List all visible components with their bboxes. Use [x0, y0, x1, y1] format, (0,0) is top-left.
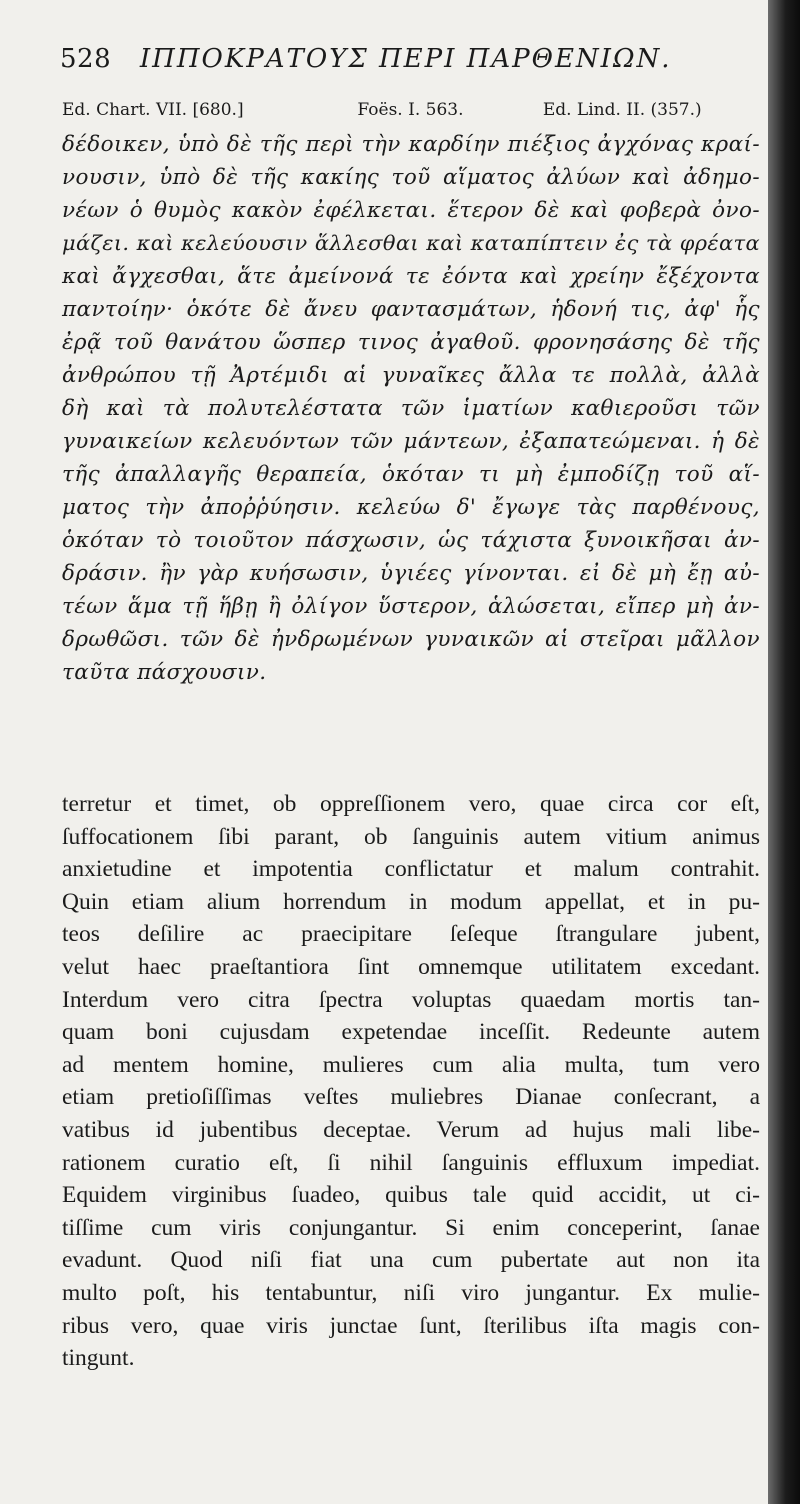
latin-line: tiſſime cum viris conjungantur. Si enim conceperint, ſanae: [62, 1214, 760, 1241]
greek-line: νουσιν, ὑπὸ δὲ τῆς κακίης τοῦ αἵματος ἀλύων καὶ ἀδημο-: [62, 165, 760, 190]
greek-line: μάζει. καὶ κελεύουσιν ἅλλεσθαι καὶ καταπίπτειν ἐς τὰ φρέατα: [62, 231, 760, 255]
latin-line: ad mentem homine, mulieres cum alia multa, tum vero: [62, 1051, 760, 1078]
edition-references: [62, 100, 762, 120]
greek-line: δὴ καὶ τὰ πολυτελέστατα τῶν ἱματίων καθιεροῦσι τῶν: [62, 396, 760, 421]
book-spine-shadow: [768, 0, 800, 1504]
greek-line: ἐρᾷ τοῦ θανάτου ὥσπερ τινος ἀγαθοῦ. φρονησάσης δὲ τῆς: [62, 330, 760, 355]
greek-line: καὶ ἄγχεσθαι, ἅτε ἀμείνονά τε ἐόντα καὶ χρείην ἔξέχοντα: [62, 264, 760, 289]
greek-line: δέδοικεν, ὑπὸ δὲ τῆς περὶ τὴν καρδίην πιέξιος ἀγχόνας κραί-: [62, 132, 760, 157]
ref-chart: Ed. Chart. VII. [680.]: [62, 100, 244, 120]
latin-line: anxietudine et impotentia conflictatur et malum contrahit.: [62, 856, 760, 883]
latin-line: ribus vero, quae viris junctae ſunt, ſterilibus iſta magis con-: [62, 1312, 760, 1339]
latin-line: Interdum vero citra ſpectra voluptas quaedam mortis tan-: [62, 986, 760, 1013]
latin-line: quam boni cujusdam expetendae inceſſit. Redeunte autem: [62, 1019, 760, 1046]
greek-line: δρωθῶσι. τῶν δὲ ἠνδρωμένων γυναικῶν αἱ στεῖραι μᾶλλον: [62, 627, 760, 652]
latin-line: velut haec praeſtantiora ſint omnemque utilitatem excedant.: [62, 953, 760, 980]
running-title: ΙΠΠΟΚΡΑΤΟΥΣ ΠΕΡΙ ΠΑΡΘΕΝΙΩΝ.: [139, 44, 672, 74]
latin-line: Quin etiam alium horrendum in modum appellat, et in pu-: [62, 888, 760, 915]
page-header: [60, 44, 750, 74]
latin-line: teos deſilire ac praecipitare ſeſeque ſtrangulare jubent,: [62, 921, 760, 948]
ref-lind: Ed. Lind. II. (357.): [542, 100, 702, 120]
latin-translation-block: [62, 788, 760, 1375]
latin-line: terretur et timet, ob oppreſſionem vero, quae circa cor eſt,: [62, 791, 760, 817]
page-number: 528: [60, 44, 112, 74]
greek-line: ὁκόταν τὸ τοιοῦτον πάσχωσιν, ὡς τάχιστα ξυνοικῆσαι ἀν-: [62, 528, 760, 553]
latin-line: Equidem virginibus ſuadeo, quibus tale quid accidit, ut ci-: [62, 1182, 760, 1209]
latin-line: etiam pretioſiſſimas veſtes muliebres Dianae conſecrant, a: [62, 1084, 760, 1111]
latin-line: ſuffocationem ſibi parant, ob ſanguinis autem vitium animus: [62, 823, 760, 850]
latin-line: tingunt.: [62, 1345, 135, 1372]
latin-line: multo poſt, his tentabuntur, niſi viro jungantur. Ex mulie-: [62, 1279, 760, 1306]
greek-line: παντοίην· ὁκότε δὲ ἄνευ φαντασμάτων, ἡδονή τις, ἀφ' ἧς: [62, 297, 760, 322]
greek-line: ἀνθρώπου τῇ Ἀρτέμιδι αἱ γυναῖκες ἄλλα τε πολλὰ, ἀλλὰ: [62, 363, 760, 388]
latin-line: evadunt. Quod niſi fiat una cum pubertate aut non ita: [62, 1247, 760, 1274]
greek-line: ταῦτα πάσχουσιν.: [62, 660, 267, 685]
ref-foes: Foës. I. 563.: [357, 100, 464, 120]
latin-line: vatibus id jubentibus deceptae. Verum ad hujus mali libe-: [62, 1116, 760, 1143]
greek-line: τέων ἅμα τῇ ἥβῃ ἢ ὀλίγον ὕστερον, ἁλώσεται, εἴπερ μὴ ἀν-: [62, 594, 760, 619]
greek-line: δράσιν. ἢν γὰρ κυήσωσιν, ὑγιέες γίνονται. εἰ δὲ μὴ ἔῃ αὐ-: [62, 561, 760, 586]
greek-line: νέων ὁ θυμὸς κακὸν ἐφέλκεται. ἕτερον δὲ καὶ φοβερὰ ὀνο-: [62, 198, 760, 223]
greek-text-block: [62, 128, 760, 689]
latin-line: rationem curatio eſt, ſi nihil ſanguinis effluxum impediat.: [62, 1149, 760, 1176]
greek-line: τῆς ἀπαλλαγῆς θεραπεία, ὁκόταν τι μὴ ἐμποδίζῃ τοῦ αἵ-: [62, 462, 760, 487]
greek-line: γυναικείων κελευόντων τῶν μάντεων, ἐξαπατεώμεναι. ἡ δὲ: [62, 429, 760, 454]
greek-line: ματος τὴν ἀποῤῥύησιν. κελεύω δ' ἔγωγε τὰς παρθένους,: [62, 495, 760, 520]
